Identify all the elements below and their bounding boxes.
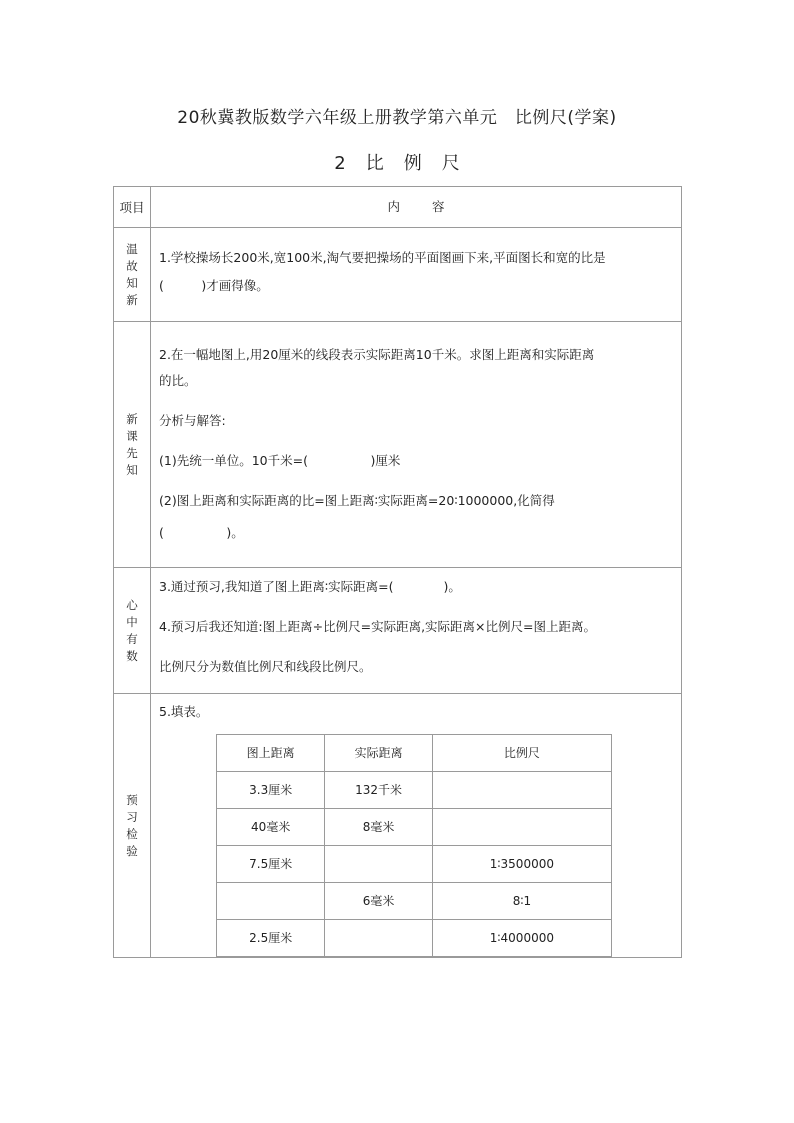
- fill-cell: 6毫米: [325, 883, 432, 920]
- table-row: [217, 846, 612, 883]
- section-content-summary: [151, 568, 682, 694]
- section-content-preview: [151, 322, 682, 568]
- fill-cell-blank[interactable]: [432, 772, 611, 809]
- fill-header-actual-distance: 实际距离: [325, 735, 432, 772]
- fill-cell: 3.3厘米: [217, 772, 325, 809]
- lesson-table: [113, 186, 682, 958]
- label-char: 知: [126, 275, 138, 290]
- label-char: 温: [126, 241, 138, 256]
- label-char: 课: [126, 428, 138, 443]
- label-char: 检: [126, 826, 138, 841]
- fill-cell: 132千米: [325, 772, 432, 809]
- header-content-char: 容: [432, 199, 445, 214]
- fill-in-table: [216, 734, 612, 957]
- label-char: 知: [126, 462, 138, 477]
- header-item: 项目: [114, 187, 151, 228]
- section-label-review: [114, 228, 151, 322]
- label-char: 先: [126, 445, 138, 460]
- label-char: 验: [126, 843, 138, 858]
- fill-cell-blank[interactable]: [325, 846, 432, 883]
- label-char: 数: [126, 648, 138, 663]
- step-1-line: (1)先统一单位。10千米=( )厘米: [159, 453, 401, 468]
- label-char: 心: [126, 597, 138, 612]
- fill-cell-blank[interactable]: [325, 920, 432, 957]
- lesson-title-char: 例: [403, 153, 422, 174]
- question-5-line: 5.填表。: [159, 704, 209, 719]
- label-char: 新: [126, 411, 138, 426]
- table-row: [217, 920, 612, 957]
- table-header-row: [114, 187, 682, 228]
- label-char: 习: [126, 809, 138, 824]
- section-label-preview: [114, 322, 151, 568]
- header-content-char: 内: [387, 199, 400, 214]
- fill-cell: 1∶3500000: [432, 846, 611, 883]
- lesson-title-char: 尺: [441, 153, 460, 174]
- header-content: [151, 187, 682, 228]
- section-row-summary: [114, 568, 682, 694]
- section-label-check: [114, 694, 151, 958]
- step-2-line: (2)图上距离和实际距离的比=图上距离∶实际距离=20∶1000000,化简得: [159, 493, 555, 508]
- fill-cell-blank[interactable]: [432, 809, 611, 846]
- table-row: [217, 772, 612, 809]
- table-row: [217, 809, 612, 846]
- fill-cell: 7.5厘米: [217, 846, 325, 883]
- label-char: 预: [126, 792, 138, 807]
- section-content-check: [151, 694, 682, 958]
- fill-cell: 8∶1: [432, 883, 611, 920]
- question-1-blank-line: ( )才画得像。: [159, 278, 269, 293]
- fill-cell-blank[interactable]: [217, 883, 325, 920]
- scale-types-line: 比例尺分为数值比例尺和线段比例尺。: [159, 659, 372, 674]
- section-row-check: [114, 694, 682, 958]
- question-1-line: 1.学校操场长200米,宽100米,淘气要把操场的平面图画下来,平面图长和宽的比是: [159, 250, 606, 265]
- section-label-summary: [114, 568, 151, 694]
- analysis-heading: 分析与解答:: [159, 413, 226, 428]
- fill-cell: 1∶4000000: [432, 920, 611, 957]
- label-char: 新: [126, 292, 138, 307]
- question-2-line: 的比。: [159, 373, 197, 388]
- section-row-review: [114, 228, 682, 322]
- lesson-number: 2: [334, 153, 346, 174]
- section-content-review: [151, 228, 682, 322]
- step-2-blank-line: ( )。: [159, 525, 244, 540]
- section-row-preview: [114, 322, 682, 568]
- fill-header-scale: 比例尺: [432, 735, 611, 772]
- label-char: 有: [126, 631, 138, 646]
- lesson-subtitle: [0, 149, 794, 175]
- question-4-line: 4.预习后我还知道:图上距离÷比例尺=实际距离,实际距离×比例尺=图上距离。: [159, 619, 597, 634]
- question-2-line: 2.在一幅地图上,用20厘米的线段表示实际距离10千米。求图上距离和实际距离: [159, 347, 595, 362]
- fill-header-map-distance: 图上距离: [217, 735, 325, 772]
- question-3-line: 3.通过预习,我知道了图上距离∶实际距离=( )。: [159, 579, 461, 594]
- lesson-title-char: 比: [365, 153, 384, 174]
- label-char: 中: [126, 614, 138, 629]
- document-title: 20秋冀教版数学六年级上册教学第六单元 比例尺(学案): [177, 108, 617, 128]
- fill-cell: 8毫米: [325, 809, 432, 846]
- label-char: 故: [126, 258, 138, 273]
- fill-cell: 40毫米: [217, 809, 325, 846]
- table-row: [217, 883, 612, 920]
- fill-cell: 2.5厘米: [217, 920, 325, 957]
- fill-table-header-row: [217, 735, 612, 772]
